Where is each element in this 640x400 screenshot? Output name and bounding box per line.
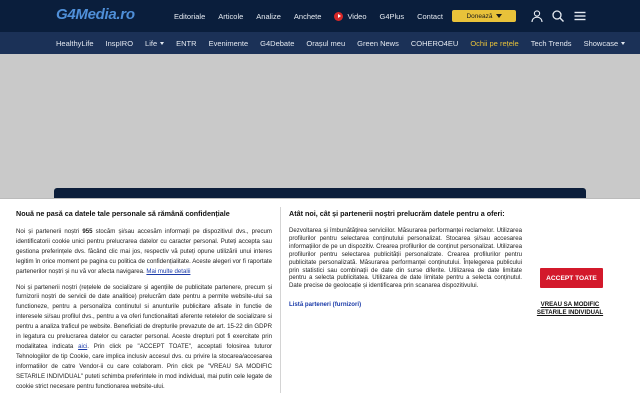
nav-articole[interactable]: Articole [218,11,244,21]
nav-g4plus[interactable]: G4Plus [379,11,405,21]
subnav-green-news[interactable]: Green News [357,38,399,48]
play-icon [334,12,343,21]
consent-paragraph-2 [16,283,272,392]
site-logo[interactable]: G4Media.ro [56,6,135,23]
subnav-entr[interactable]: ENTR [176,38,197,48]
search-icon[interactable] [551,9,565,23]
column-divider [280,207,281,393]
subnav-cohero4eu[interactable]: COHERO4EU [410,38,459,48]
subnav-g4debate[interactable]: G4Debate [260,38,295,48]
subnav-life-label: Life [145,38,158,48]
chevron-down-icon [496,14,502,18]
consent-main-column [16,209,272,398]
subnav-showcase-label: Showcase [583,38,619,48]
more-details-link[interactable]: Mai multe detalii [146,267,191,275]
subnav-inspiro[interactable]: InspIRO [105,38,134,48]
secondary-nav [56,32,637,54]
donate-label: Donează [466,12,493,20]
purposes-title: Atât noi, cât și partenerii noștri prelucrăm datele pentru a oferi: [289,209,505,218]
modify-settings-link[interactable]: VREAU SA MODIFIC SETARILE INDIVIDUAL [536,301,604,316]
subnav-ochii-pe-retele[interactable]: Ochii pe rețele [470,38,519,48]
nav-contact[interactable]: Contact [417,11,443,21]
accept-all-button[interactable]: ACCEPT TOATE [540,268,603,288]
user-icon[interactable] [530,9,544,23]
consent-text: Noi și partenerii noștri (rețelele de socializare și agențiile de publicitate partenere, precum și furnizorii noștri de servicii de date analitice) prelucrăm date pentru a permite website-ului sa functioneze, pentru a personaliza continutul si anunturile publicitare afisate in functie de interesele si/sau profilul dvs., pentru a va oferi functionalitati aferente retelelor de socializare si pentru a analiza traficul pe website. Beneficiati de drepturile prevazute de art. 15-22 din GDPR in legatura cu prelucrarea datelor cu caracter personal. Aceste drepturi pot fi exercitate prin modalitatea indicata [16,283,272,350]
subnav-evenimente[interactable]: Evenimente [208,38,249,48]
consent-text: Noi și partenerii noștri [16,228,83,235]
top-header [0,0,640,32]
nav-analize[interactable]: Analize [256,11,281,21]
here-link[interactable]: aici [78,342,88,350]
consent-title: Nouă ne pasă ca datele tale personale să rămână confidențiale [16,209,230,218]
purposes-text: Dezvoltarea și îmbunătățirea serviciilor. Măsurarea performanței reclamelor. Utilizarea profilurilor pentru selectarea conținutului personalizat. Stocarea și/sau accesarea informațiilor de pe un dispozitiv. Crearea profilurilor de conținut personalizat. Utilizarea profilurilor pentru selectarea publicității personalizate. Crearea profilurilor pentru publicitate personalizată. Măsurarea performanței conținutului. Înțelegerea publicului prin statistici sau combinații de date din surse diferite. Utilizarea de date limitate pentru a selecta publicitatea. Utilizarea de date limitate pentru a selecta conținutul. Date precise de geolocație și identificarea prin scanarea dispozitivului. [289,227,522,290]
subnav-life[interactable] [145,39,164,48]
nav-editoriale[interactable]: Editoriale [174,11,206,21]
cookie-consent-dialog [0,198,640,400]
consent-paragraph-1 [16,227,272,277]
secondary-nav-bar [0,32,640,54]
nav-video-label: Video [347,11,367,21]
donate-button[interactable] [452,10,516,22]
consent-purposes-column [289,209,522,311]
partners-list-link[interactable]: Listă parteneri (furnizori) [289,301,362,309]
consent-text: . Prin click pe "ACCEPT TOATE", acceptati folosirea tuturor Tehnologiilor de tip Cookie, care implica inclusiv accesul dvs. cu privire la stocarea/accesarea informatiilor de catre Vendor-ii cu care colaboram. Prin click pe "VREAU SA MODIFIC SETARILE INDIVIDUAL" puteti schimba preferintele in mod individual, mai putin cele legate de cookie strict necesare pentru functionarea website-ului. [16,342,272,390]
top-nav [174,0,456,32]
nav-video[interactable] [334,12,366,21]
chevron-down-icon [160,42,164,45]
partner-count: 955 [82,228,93,235]
chevron-down-icon [621,42,625,45]
consent-text: stocăm și/sau accesăm informații pe dispozitivul dvs., precum identificatorii cookie unici pentru prelucrarea datelor cu caracter personal. Puteți accepta sau gestiona preferințele dvs. făcând clic mai jos, respectiv vă puteți opune utilizării unui interes legitim în orice moment pe pagina cu politica de confidențialitate. Aceste alegeri vor fi raportate partenerilor noștri și nu vă vor afecta navigarea. [16,228,273,275]
subnav-tech-trends[interactable]: Tech Trends [530,38,572,48]
menu-icon[interactable] [573,9,587,23]
nav-anchete[interactable]: Anchete [293,11,322,21]
subnav-healthylife[interactable]: HealthyLife [56,38,94,48]
subnav-orasul-meu[interactable]: Orașul meu [306,38,346,48]
subnav-showcase[interactable] [584,39,626,48]
